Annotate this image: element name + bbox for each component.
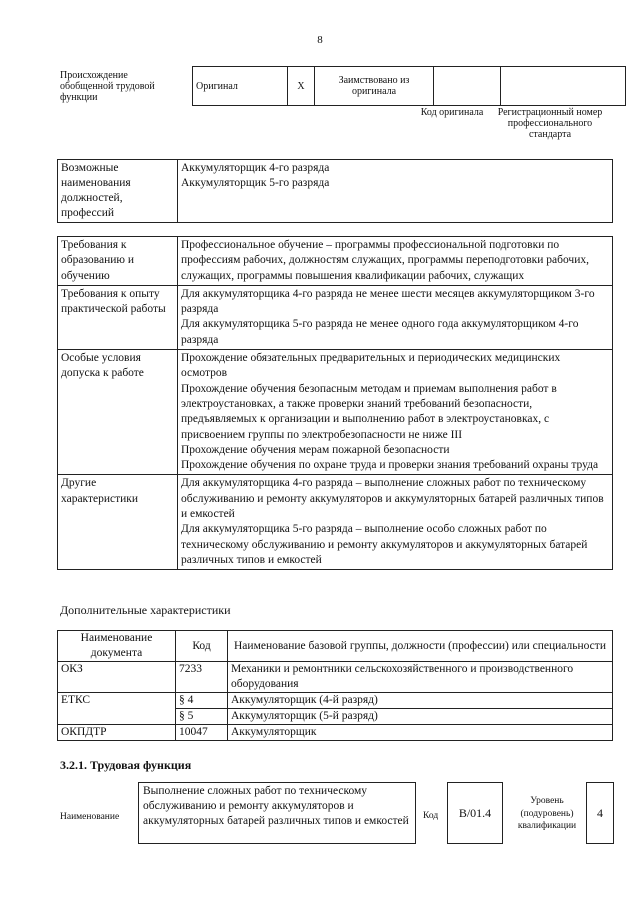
- job-names-table: [57, 159, 613, 223]
- job-name: Аккумуляторщик 5-го разряда: [181, 177, 330, 189]
- function-level-box: 4: [586, 782, 614, 844]
- requirements-table: [57, 236, 613, 570]
- extra-table: [57, 630, 613, 741]
- function-name-box: Выполнение сложных работ по техническому обслуживанию и ремонту аккумуляторов и аккумуляторных батарей различных типов и емкостей: [138, 782, 416, 844]
- origin-code-cell: [434, 67, 501, 106]
- table-row: [58, 725, 613, 741]
- table-row: [58, 662, 613, 693]
- req-line: Прохождение обучения безопасным методам и приемам выполнения работ в электроустановках, а также проверки знаний требований безопасности, предъявляемых к организации и выполнению работ в электроустановках, с присвоением группы по электробезопасности не ниже III: [181, 382, 557, 441]
- cell-code: § 4: [176, 693, 228, 709]
- page-number: 8: [317, 34, 323, 46]
- cell-doc: ЕТКС: [58, 693, 176, 725]
- req-other-value: [178, 475, 613, 570]
- req-education-value: [178, 237, 613, 286]
- table-row: [58, 350, 613, 475]
- function-level-label: Уровень (подуровень) квалификации: [517, 796, 577, 831]
- req-line: Прохождение обязательных предварительных и периодических медицинских осмотров: [181, 352, 561, 380]
- cell-code: 7233: [176, 662, 228, 693]
- table-row: [58, 237, 613, 286]
- table-header-row: [58, 631, 613, 662]
- origin-borrowed-cell: Заимствовано из оригинала: [315, 67, 434, 106]
- req-line: Прохождение обучения по охране труда и проверки знания требований охраны труда: [181, 459, 599, 472]
- cell-code: 10047: [176, 725, 228, 741]
- cell-name: Аккумуляторщик (4-й разряд): [228, 693, 613, 709]
- cell-name: Аккумуляторщик: [228, 725, 613, 741]
- function-name-label: Наименование: [60, 812, 120, 822]
- req-education-label: Требования к образованию и обучению: [58, 237, 178, 286]
- col-header-name: Наименование базовой группы, должности (профессии) или специальности: [228, 631, 613, 662]
- origin-label: Происхождение обобщенной трудовой функции: [60, 70, 155, 103]
- job-names-label: Возможные наименования должностей, профессий: [58, 160, 178, 223]
- req-experience-value: [178, 285, 613, 349]
- req-experience-label: Требования к опыту практической работы: [58, 285, 178, 349]
- req-line: Профессиональное обучение – программы профессиональной подготовки по профессиям рабочих, должностям служащих, программы переподготовки рабочих, служащих, программы повышения квалификации рабочих, служащих: [181, 239, 589, 282]
- req-conditions-label: Особые условия допуска к работе: [58, 350, 178, 475]
- table-row: [58, 285, 613, 349]
- req-conditions-value: [178, 350, 613, 475]
- cell-name: Аккумуляторщик (5-й разряд): [228, 709, 613, 725]
- table-row: [58, 693, 613, 709]
- req-line: Для аккумуляторщика 5-го разряда – выполнение особо сложных работ по техническому обслуживанию и ремонту аккумуляторов и аккумуляторных батарей различных типов и емкостей: [181, 523, 588, 566]
- col-header-document: Наименование документа: [58, 631, 176, 662]
- extra-title: Дополнительные характеристики: [60, 603, 231, 617]
- origin-original-cell: Оригинал: [193, 67, 288, 106]
- function-code-label: Код: [423, 811, 439, 821]
- origin-code-label: Код оригинала: [420, 107, 484, 118]
- section-title: 3.2.1. Трудовая функция: [60, 758, 192, 772]
- req-other-label: Другие характеристики: [58, 475, 178, 570]
- origin-mark-cell: X: [288, 67, 315, 106]
- cell-doc: ОКЗ: [58, 662, 176, 693]
- req-line: Для аккумуляторщика 4-го разряда – выполнение сложных работ по техническому обслуживанию и ремонту аккумуляторов и аккумуляторных батарей различных типов и емкостей: [181, 477, 604, 521]
- table-row: [58, 475, 613, 570]
- req-line: Для аккумуляторщика 4-го разряда не менее шести месяцев аккумуляторщиком 3-го разряда: [181, 287, 595, 316]
- cell-code: § 5: [176, 709, 228, 725]
- job-names-values: [178, 160, 613, 223]
- req-line: Для аккумуляторщика 5-го разряда не менее одного года аккумуляторщиком 4-го разряда: [181, 318, 579, 346]
- origin-reg-cell: [501, 67, 626, 106]
- job-name: Аккумуляторщик 4-го разряда: [181, 162, 330, 174]
- origin-reg-label: Регистрационный номер профессионального стандарта: [497, 107, 603, 140]
- req-line: Прохождение обучения мерам пожарной безопасности: [181, 443, 450, 456]
- origin-table: [192, 66, 626, 106]
- function-code-box: B/01.4: [447, 782, 503, 844]
- cell-doc: ОКПДТР: [58, 725, 176, 741]
- col-header-code: Код: [176, 631, 228, 662]
- cell-name: Механики и ремонтники сельскохозяйственного и производственного оборудования: [228, 662, 613, 693]
